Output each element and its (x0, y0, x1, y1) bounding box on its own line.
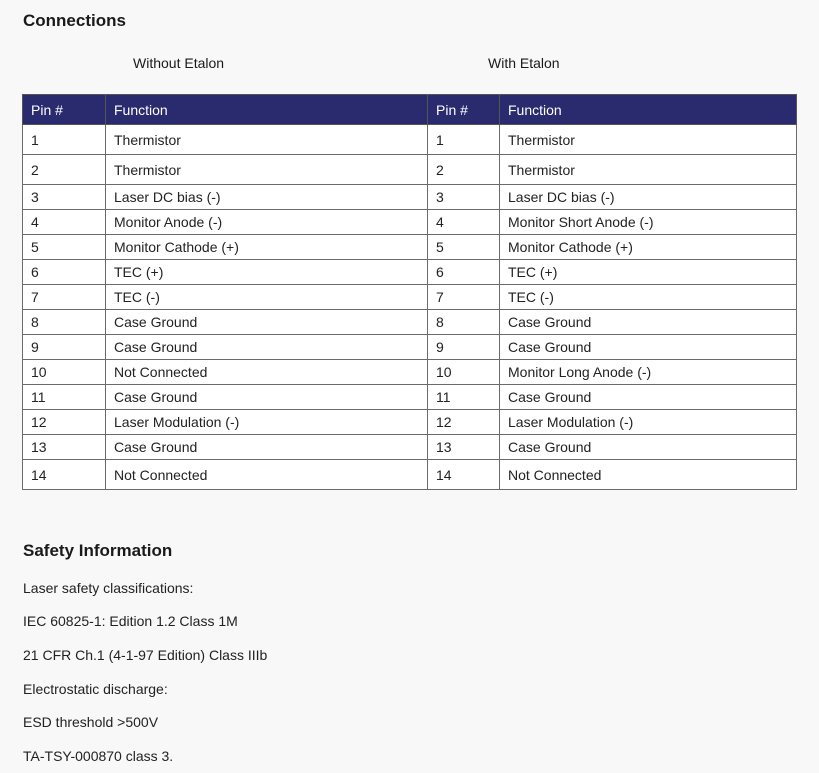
pin-cell-without: 7 (23, 285, 106, 310)
pin-cell-without: 9 (23, 335, 106, 360)
pin-cell-with: 4 (428, 210, 500, 235)
pin-cell-without: 1 (23, 125, 106, 155)
pin-cell-with: 14 (428, 460, 500, 490)
pin-cell-without: 4 (23, 210, 106, 235)
table-header-row (23, 95, 797, 125)
table-row (23, 410, 797, 435)
function-cell-without: Thermistor (106, 125, 428, 155)
pin-cell-without: 3 (23, 185, 106, 210)
function-cell-without: TEC (+) (106, 260, 428, 285)
with-etalon-caption: With Etalon (488, 55, 560, 71)
safety-line-cfr: 21 CFR Ch.1 (4-1-97 Edition) Class IIIb (23, 647, 268, 663)
function-cell-with: Monitor Cathode (+) (500, 235, 797, 260)
pin-cell-without: 8 (23, 310, 106, 335)
without-etalon-caption: Without Etalon (133, 55, 225, 71)
function-cell-with: TEC (+) (500, 260, 797, 285)
safety-line-iec: IEC 60825-1: Edition 1.2 Class 1M (23, 613, 238, 629)
function-cell-with: TEC (-) (500, 285, 797, 310)
safety-line-tatsy: TA-TSY-000870 class 3. (23, 748, 174, 764)
function-cell-without: Not Connected (106, 360, 428, 385)
header-pin-without: Pin # (23, 95, 106, 125)
pin-cell-without: 6 (23, 260, 106, 285)
table-row (23, 285, 797, 310)
pin-cell-without: 11 (23, 385, 106, 410)
table-row (23, 435, 797, 460)
safety-line-esd-threshold: ESD threshold >500V (23, 714, 159, 730)
function-cell-with: Laser Modulation (-) (500, 410, 797, 435)
pin-cell-with: 8 (428, 310, 500, 335)
safety-line-esd-heading: Electrostatic discharge: (23, 681, 168, 697)
function-cell-without: Case Ground (106, 335, 428, 360)
function-cell-with: Thermistor (500, 125, 797, 155)
pin-cell-without: 14 (23, 460, 106, 490)
function-cell-without: Case Ground (106, 310, 428, 335)
header-function-without: Function (106, 95, 428, 125)
header-pin-with: Pin # (428, 95, 500, 125)
function-cell-without: Laser DC bias (-) (106, 185, 428, 210)
pin-cell-with: 13 (428, 435, 500, 460)
function-cell-with: Not Connected (500, 460, 797, 490)
table-row (23, 155, 797, 185)
pin-cell-with: 1 (428, 125, 500, 155)
table-row (23, 260, 797, 285)
function-cell-with: Laser DC bias (-) (500, 185, 797, 210)
pin-cell-with: 11 (428, 385, 500, 410)
header-function-with: Function (500, 95, 797, 125)
pin-cell-without: 5 (23, 235, 106, 260)
function-cell-without: Case Ground (106, 385, 428, 410)
function-cell-without: TEC (-) (106, 285, 428, 310)
pin-cell-with: 10 (428, 360, 500, 385)
table-row (23, 235, 797, 260)
function-cell-without: Case Ground (106, 435, 428, 460)
function-cell-without: Monitor Anode (-) (106, 210, 428, 235)
pin-cell-without: 12 (23, 410, 106, 435)
pin-cell-with: 3 (428, 185, 500, 210)
pin-connections-table (22, 94, 797, 490)
function-cell-with: Case Ground (500, 435, 797, 460)
table-row (23, 385, 797, 410)
pin-cell-with: 5 (428, 235, 500, 260)
table-row (23, 185, 797, 210)
table-row (23, 335, 797, 360)
pin-cell-with: 12 (428, 410, 500, 435)
table-row (23, 125, 797, 155)
table-row (23, 210, 797, 235)
pin-cell-without: 2 (23, 155, 106, 185)
pin-cell-with: 6 (428, 260, 500, 285)
safety-title: Safety Information (23, 541, 173, 560)
function-cell-with: Monitor Long Anode (-) (500, 360, 797, 385)
pin-cell-without: 13 (23, 435, 106, 460)
function-cell-without: Monitor Cathode (+) (106, 235, 428, 260)
function-cell-with: Monitor Short Anode (-) (500, 210, 797, 235)
function-cell-with: Thermistor (500, 155, 797, 185)
function-cell-with: Case Ground (500, 385, 797, 410)
function-cell-with: Case Ground (500, 310, 797, 335)
pin-cell-with: 7 (428, 285, 500, 310)
pin-cell-with: 2 (428, 155, 500, 185)
table-row (23, 460, 797, 490)
pin-cell-with: 9 (428, 335, 500, 360)
table-row (23, 310, 797, 335)
safety-line-classifications: Laser safety classifications: (23, 580, 194, 596)
function-cell-with: Case Ground (500, 335, 797, 360)
table-row (23, 360, 797, 385)
function-cell-without: Thermistor (106, 155, 428, 185)
function-cell-without: Laser Modulation (-) (106, 410, 428, 435)
function-cell-without: Not Connected (106, 460, 428, 490)
connections-title: Connections (23, 11, 126, 30)
pin-cell-without: 10 (23, 360, 106, 385)
table-body (23, 125, 797, 490)
